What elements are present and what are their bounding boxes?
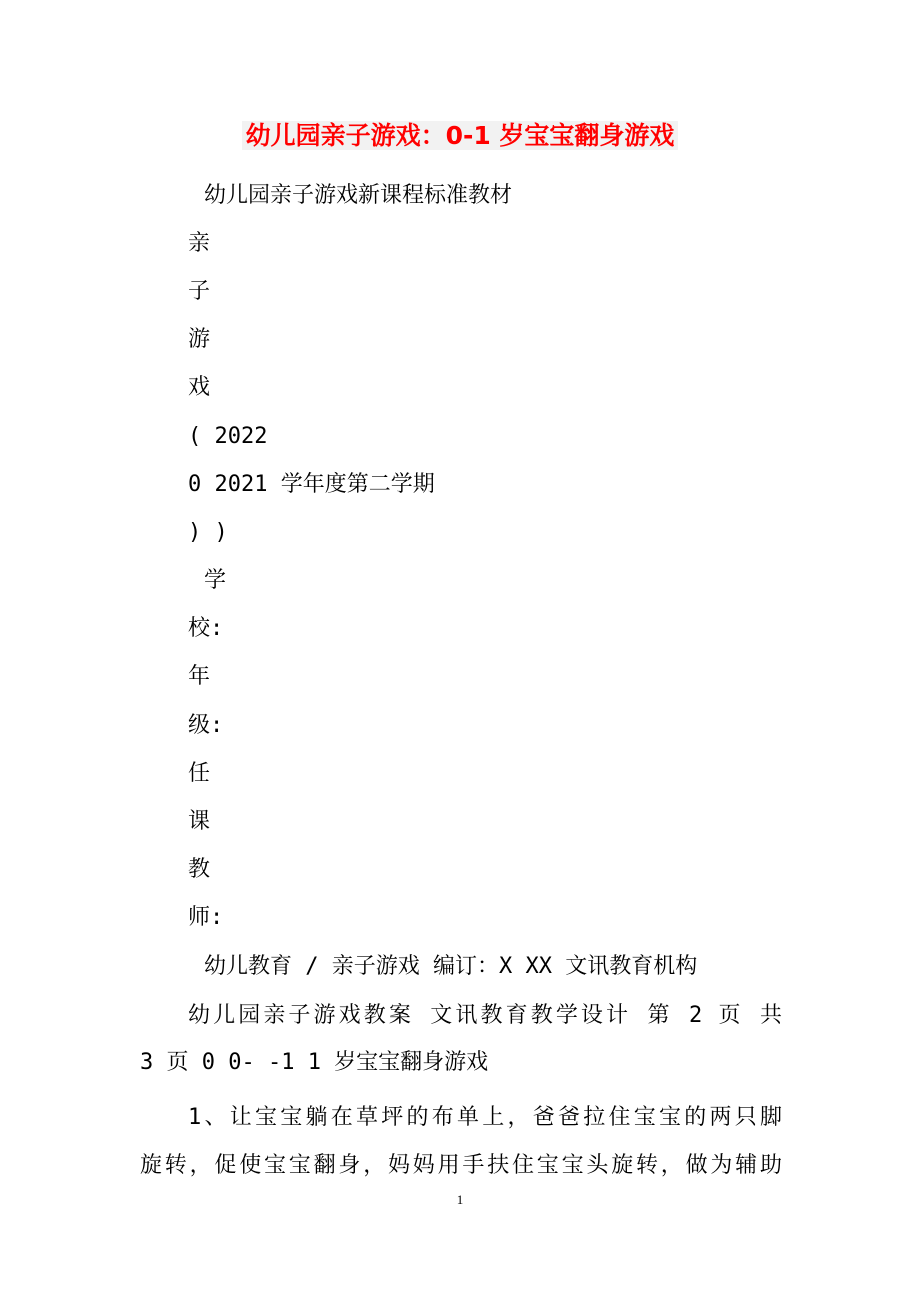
document-title: 幼儿园亲子游戏：0-1 岁宝宝翻身游戏: [242, 121, 679, 150]
body-paragraph-line: 1、让宝宝躺在草坪的布单上，爸爸拉住宝宝的两只脚: [188, 1105, 782, 1130]
cover-line: ) ): [188, 520, 228, 545]
cover-line: 课: [188, 809, 211, 834]
cover-line: 年: [188, 664, 211, 689]
cover-line: 任: [188, 761, 211, 786]
cover-line: 学: [204, 568, 227, 593]
cover-line: 子: [188, 279, 211, 304]
cover-line: 0 2021 学年度第二学期: [188, 472, 435, 497]
cover-line: 级:: [188, 713, 224, 738]
cover-line: 游: [188, 327, 211, 352]
document-title-wrapper: [0, 116, 920, 156]
body-paragraph-line: 旋转，促使宝宝翻身，妈妈用手扶住宝宝头旋转，做为辅助: [140, 1153, 782, 1178]
cover-line: 戏: [188, 375, 211, 400]
header-line: 3 页 0 0- -1 1 岁宝宝翻身游戏: [140, 1050, 489, 1075]
subtitle: 幼儿园亲子游戏新课程标准教材: [204, 183, 513, 208]
cover-line: 教: [188, 857, 211, 882]
category-line: 幼儿教育 / 亲子游戏 编订：X XX 文讯教育机构: [204, 954, 698, 979]
cover-line: 亲: [188, 231, 211, 256]
page-number: 1: [456, 1192, 464, 1207]
header-line: 幼儿园亲子游戏教案 文讯教育教学设计 第 2 页 共: [188, 1003, 782, 1028]
cover-line: 师:: [188, 905, 224, 930]
cover-line: 校:: [188, 616, 224, 641]
cover-line: ( 2022: [188, 424, 268, 449]
